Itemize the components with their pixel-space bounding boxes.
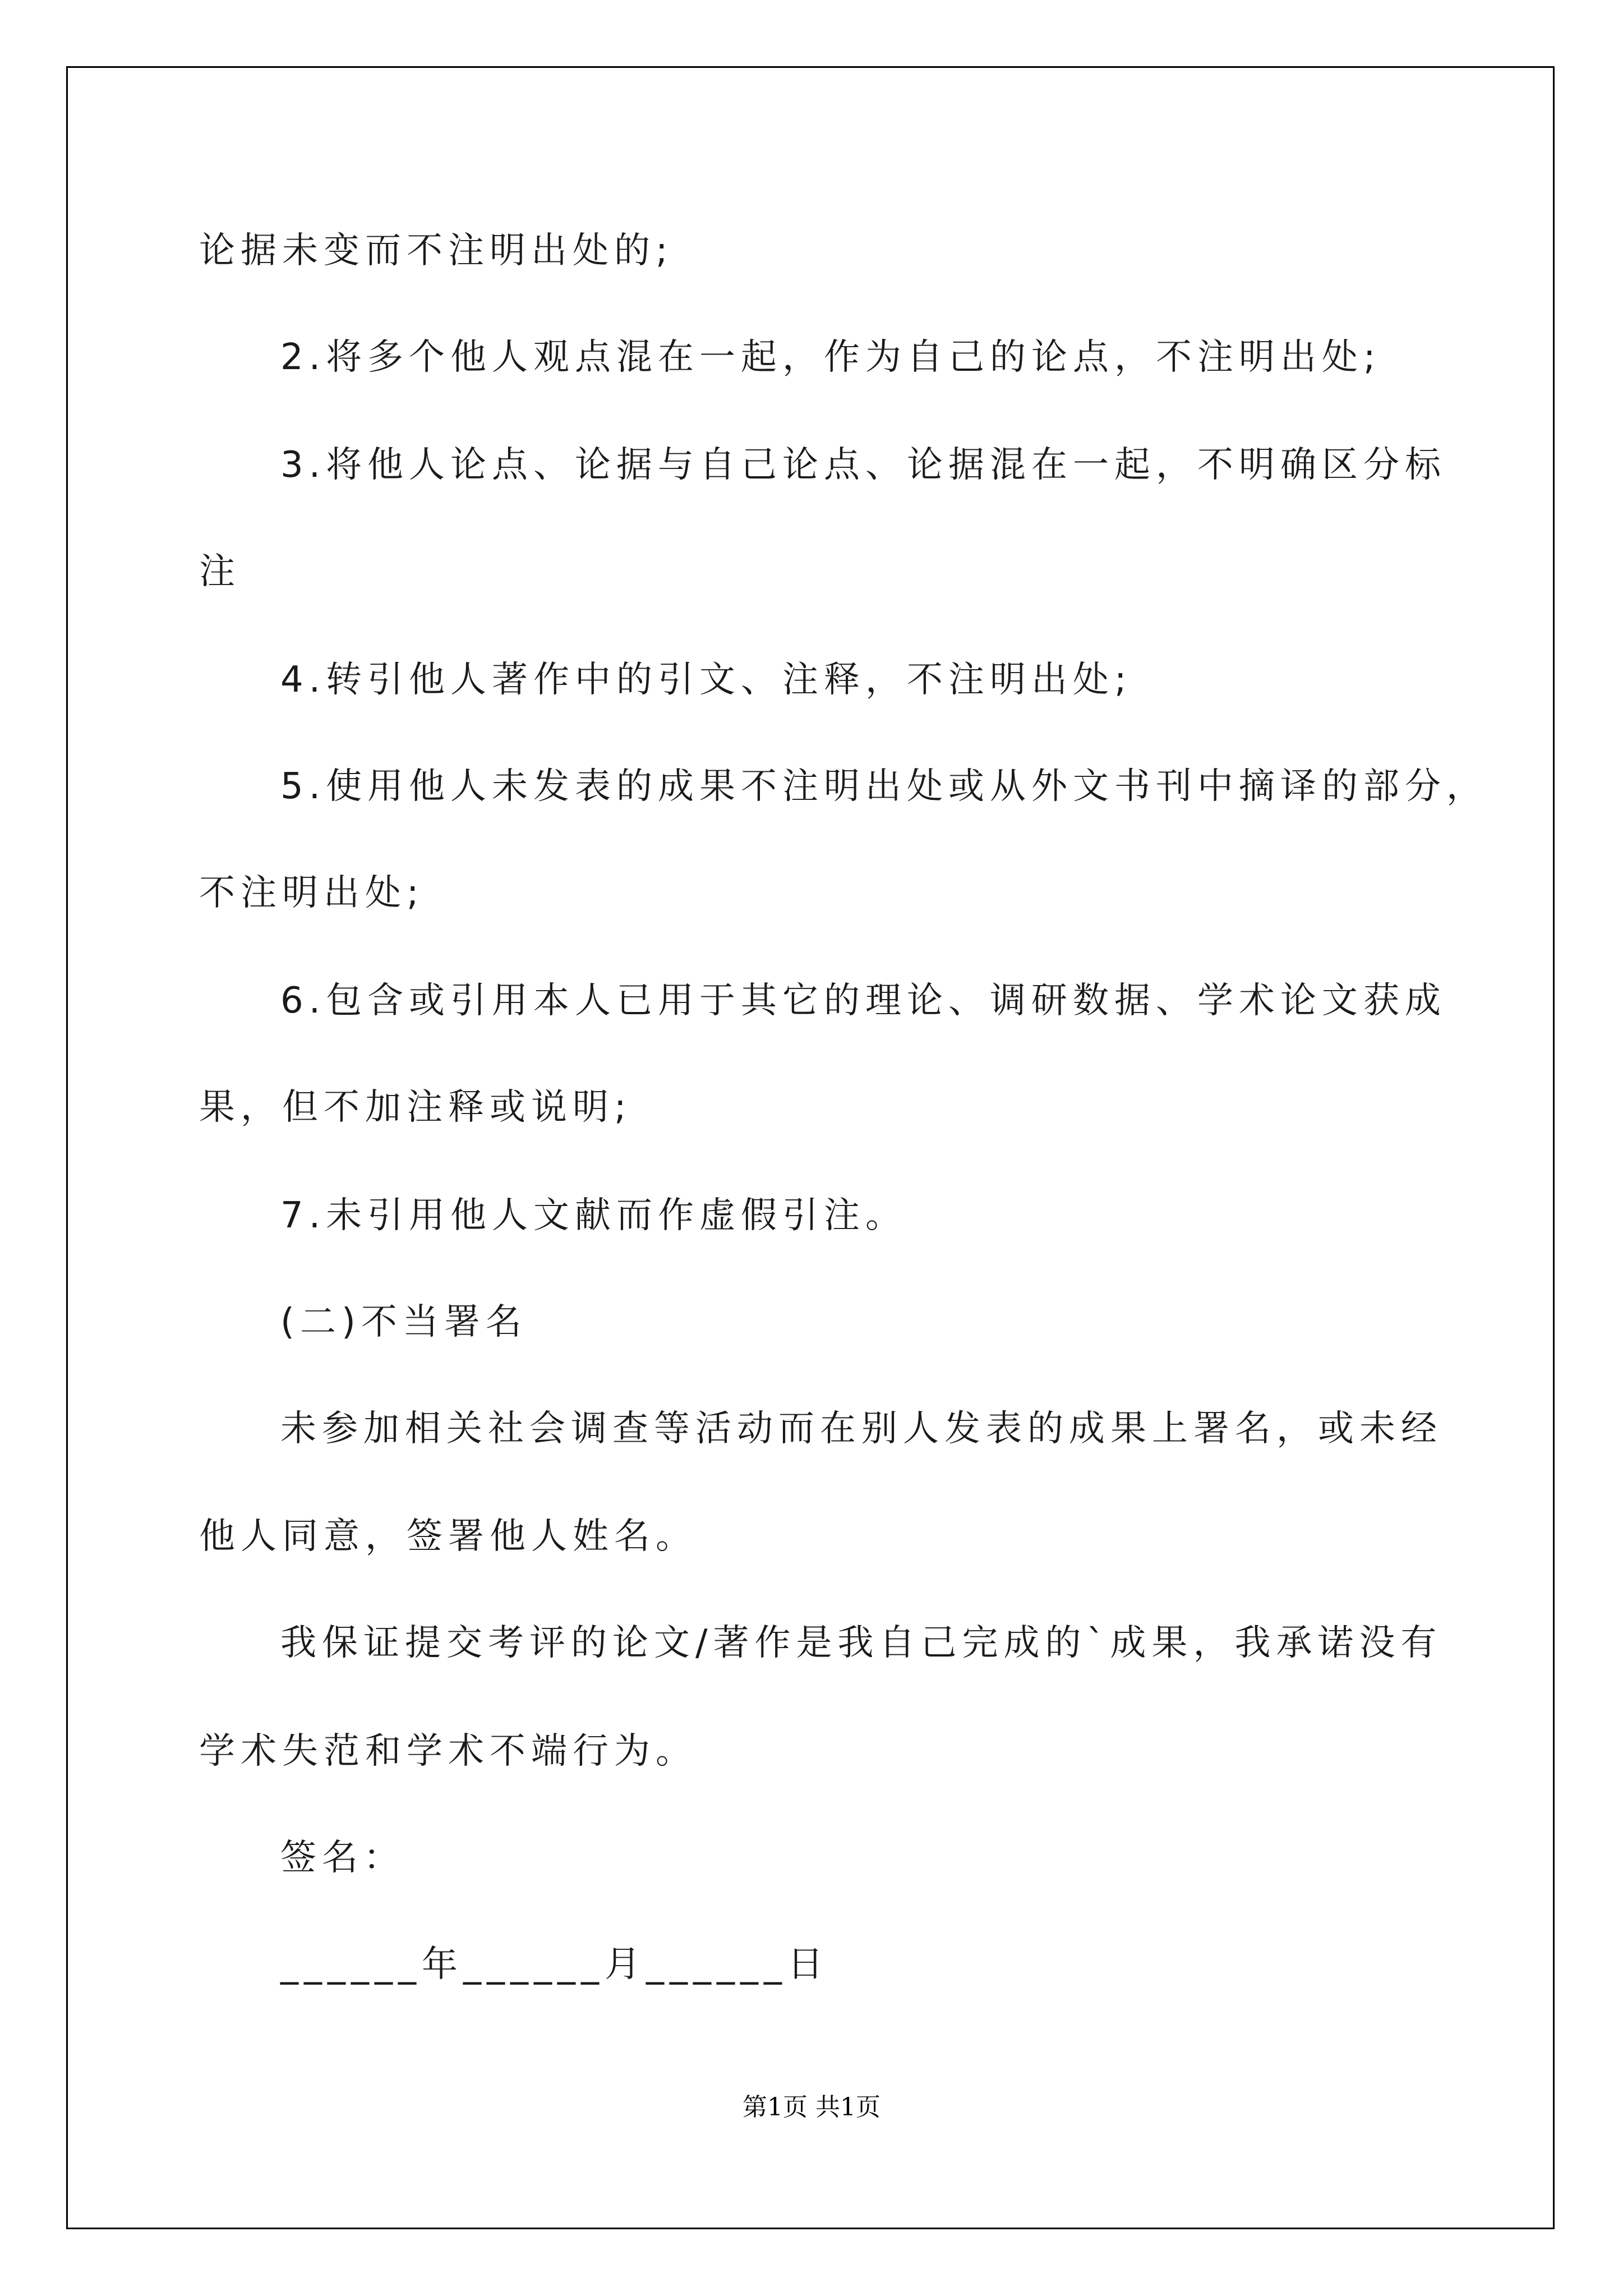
- text-line: 我保证提交考评的论文/著作是我自己完成的`成果，我承诺没有: [280, 1622, 1442, 1664]
- text-line: 7.未引用他人文献而作虚假引注。: [280, 1195, 907, 1236]
- page-footer: 第1页 共1页: [743, 2093, 880, 2122]
- text-line: 他人同意，签署他人姓名。: [199, 1516, 697, 1557]
- text-line: 不注明出处;: [199, 872, 425, 914]
- text-line: 注: [199, 551, 241, 592]
- text-line: 6.包含或引用本人已用于其它的理论、调研数据、学术论文获成: [280, 980, 1447, 1022]
- text-line: 2.将多个他人观点混在一起，作为自己的论点，不注明出处;: [280, 337, 1381, 378]
- text-line: 3.将他人论点、论据与自己论点、论据混在一起，不明确区分标: [280, 444, 1447, 486]
- text-line: 未参加相关社会调查等活动而在别人发表的成果上署名，或未经: [280, 1408, 1442, 1450]
- section-heading: (二)不当署名: [280, 1301, 527, 1343]
- date-line: ______年______月______日: [280, 1944, 829, 1985]
- text-line: 5.使用他人未发表的成果不注明出处或从外文书刊中摘译的部分，: [280, 766, 1488, 807]
- text-line: 论据未变而不注明出处的;: [199, 230, 674, 272]
- signature-label: 签名：: [280, 1837, 405, 1879]
- text-line: 学术失范和学术不端行为。: [199, 1731, 697, 1772]
- text-line: 4.转引他人著作中的引文、注释，不注明出处;: [280, 659, 1132, 701]
- text-line: 果，但不加注释或说明;: [199, 1087, 632, 1128]
- page-border: [66, 66, 1555, 2229]
